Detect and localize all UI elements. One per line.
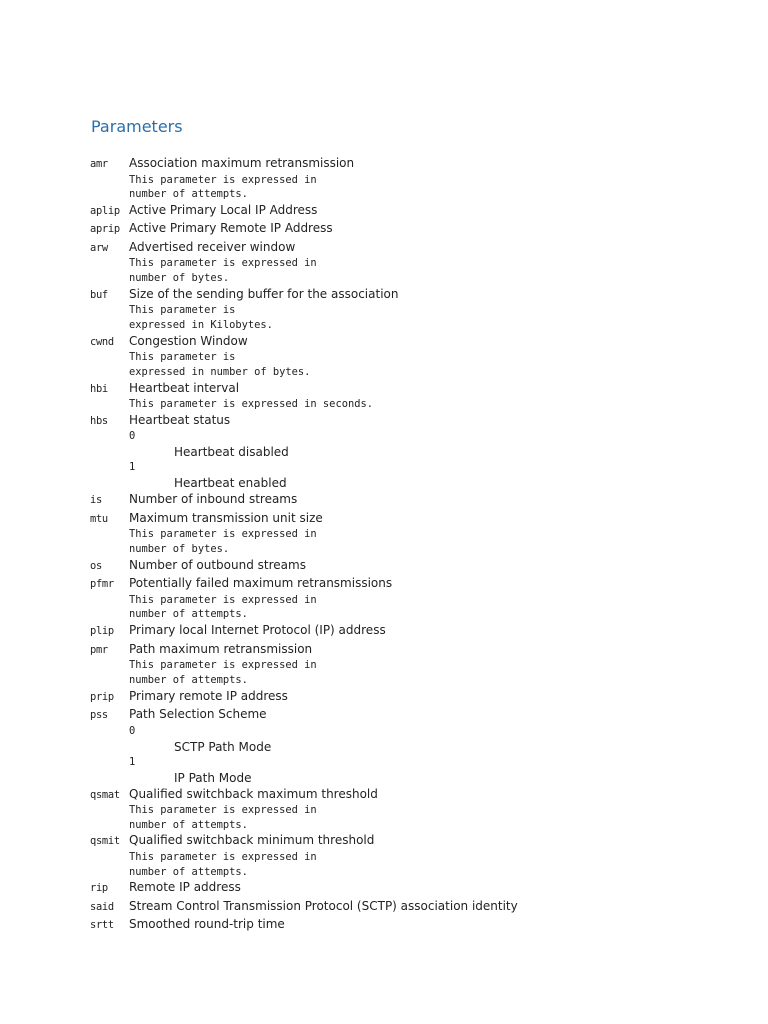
parameter-entry-os bbox=[90, 557, 750, 576]
value-code: 1 bbox=[129, 755, 136, 768]
parameter-entry-hbs bbox=[90, 412, 750, 492]
parameter-term: arw bbox=[90, 241, 108, 254]
parameter-definition bbox=[129, 220, 750, 238]
parameter-term: hbs bbox=[90, 414, 108, 427]
parameter-description: Path maximum retransmission bbox=[129, 641, 313, 656]
parameter-definition bbox=[129, 155, 750, 202]
parameter-note-line: expressed in Kilobytes. bbox=[129, 319, 273, 332]
parameter-note-line: number of attempts. bbox=[129, 673, 248, 686]
parameter-description: Qualified switchback maximum threshold bbox=[129, 786, 378, 801]
parameter-entry-cwnd bbox=[90, 333, 750, 380]
parameter-entry-pss bbox=[90, 706, 750, 786]
parameter-description: Active Primary Remote IP Address bbox=[129, 221, 333, 236]
parameter-definition bbox=[129, 575, 750, 622]
parameter-description: Heartbeat interval bbox=[129, 380, 240, 395]
parameter-description: Path Selection Scheme bbox=[129, 707, 267, 722]
parameter-entry-qsmit bbox=[90, 832, 750, 879]
parameter-entry-said bbox=[90, 898, 750, 917]
parameter-term: amr bbox=[90, 158, 108, 170]
parameter-description: Size of the sending buffer for the association bbox=[129, 286, 399, 301]
parameter-note-line: This parameter is expressed in bbox=[129, 528, 317, 541]
parameter-entry-prip bbox=[90, 688, 750, 707]
parameter-description: Potentially failed maximum retransmissions bbox=[129, 576, 393, 591]
parameter-entry-srtt bbox=[90, 916, 750, 935]
parameter-list bbox=[90, 155, 750, 935]
parameter-definition bbox=[129, 879, 750, 897]
parameter-term: said bbox=[90, 900, 114, 913]
parameter-entry-hbi bbox=[90, 380, 750, 412]
parameter-description: Stream Control Transmission Protocol (SCTP) association identity bbox=[129, 898, 518, 913]
parameter-definition bbox=[129, 380, 750, 412]
parameter-description: Number of outbound streams bbox=[129, 557, 306, 572]
parameter-term: mtu bbox=[90, 512, 108, 525]
parameter-entry-pmr bbox=[90, 641, 750, 688]
parameter-entry-buf bbox=[90, 286, 750, 333]
parameter-definition bbox=[129, 688, 750, 706]
parameter-definition bbox=[129, 491, 750, 509]
parameter-note-line: This parameter is expressed in seconds. bbox=[129, 398, 373, 411]
parameter-term: rip bbox=[90, 882, 108, 895]
parameter-note-line: This parameter is expressed in bbox=[129, 593, 317, 606]
parameter-entry-amr bbox=[90, 155, 750, 202]
parameter-note-line: number of bytes. bbox=[129, 543, 230, 556]
parameter-entry-is bbox=[90, 491, 750, 510]
value-code: 0 bbox=[129, 430, 136, 443]
parameter-term: hbi bbox=[90, 382, 108, 395]
parameter-description: Heartbeat status bbox=[129, 412, 231, 427]
value-label: SCTP Path Mode bbox=[174, 739, 272, 754]
parameter-definition bbox=[129, 622, 750, 640]
parameter-note-line: This parameter is expressed in bbox=[129, 850, 317, 863]
parameter-definition bbox=[129, 706, 750, 786]
parameter-definition bbox=[129, 286, 750, 333]
value-code: 1 bbox=[129, 461, 136, 474]
parameter-definition bbox=[129, 916, 750, 934]
parameter-note-line: This parameter is expressed in bbox=[129, 659, 317, 672]
parameter-definition bbox=[129, 510, 750, 557]
value-label: IP Path Mode bbox=[174, 770, 252, 785]
parameter-description: Primary remote IP address bbox=[129, 688, 288, 703]
parameter-entry-aplip bbox=[90, 202, 750, 221]
parameter-term: cwnd bbox=[90, 335, 114, 348]
page-title: Parameters bbox=[91, 117, 183, 136]
parameter-description: Remote IP address bbox=[129, 880, 241, 895]
parameter-note-line: This parameter is bbox=[129, 351, 236, 364]
parameter-note-line: number of attempts. bbox=[129, 608, 248, 621]
parameter-description: Advertised receiver window bbox=[129, 239, 296, 254]
parameter-definition bbox=[129, 412, 750, 492]
parameter-note-line: expressed in number of bytes. bbox=[129, 365, 311, 378]
parameter-note-line: number of attempts. bbox=[129, 818, 248, 831]
parameter-description: Congestion Window bbox=[129, 333, 248, 348]
parameter-note-line: number of attempts. bbox=[129, 188, 248, 201]
parameter-note-line: This parameter is expressed in bbox=[129, 173, 317, 186]
parameter-note-line: This parameter is expressed in bbox=[129, 804, 317, 817]
parameter-term: aprip bbox=[90, 223, 120, 236]
parameter-description: Primary local Internet Protocol (IP) address bbox=[129, 623, 386, 638]
parameter-term: aplip bbox=[90, 204, 120, 217]
parameter-entry-arw bbox=[90, 239, 750, 286]
parameter-note-line: This parameter is expressed in bbox=[129, 257, 317, 270]
parameter-definition bbox=[129, 202, 750, 220]
value-label: Heartbeat enabled bbox=[174, 476, 287, 491]
parameter-entry-aprip bbox=[90, 220, 750, 239]
parameter-definition bbox=[129, 557, 750, 575]
parameter-note-line: number of attempts. bbox=[129, 865, 248, 878]
parameter-note-line: This parameter is bbox=[129, 304, 236, 317]
parameter-definition bbox=[129, 832, 750, 879]
parameter-description: Number of inbound streams bbox=[129, 492, 298, 507]
value-code: 0 bbox=[129, 724, 136, 737]
parameter-description: Association maximum retransmission bbox=[129, 156, 355, 170]
parameter-term: pmr bbox=[90, 643, 108, 656]
parameter-description: Maximum transmission unit size bbox=[129, 510, 323, 525]
parameter-entry-rip bbox=[90, 879, 750, 898]
parameter-term: pfmr bbox=[90, 578, 114, 591]
parameter-term: os bbox=[90, 559, 102, 572]
parameter-definition bbox=[129, 898, 750, 916]
parameter-term: plip bbox=[90, 625, 114, 638]
parameter-definition bbox=[129, 786, 750, 833]
parameter-term: qsmat bbox=[90, 788, 120, 801]
parameter-description: Qualified switchback minimum threshold bbox=[129, 833, 375, 848]
parameter-term: is bbox=[90, 494, 102, 507]
parameter-definition bbox=[129, 333, 750, 380]
parameter-term: qsmit bbox=[90, 835, 120, 848]
value-label: Heartbeat disabled bbox=[174, 445, 289, 460]
parameter-entry-pfmr bbox=[90, 575, 750, 622]
parameter-term: buf bbox=[90, 288, 108, 301]
parameter-entry-plip bbox=[90, 622, 750, 641]
parameter-definition bbox=[129, 239, 750, 286]
parameter-entry-qsmat bbox=[90, 786, 750, 833]
parameter-term: srtt bbox=[90, 919, 114, 932]
parameter-description: Active Primary Local IP Address bbox=[129, 202, 318, 217]
parameter-term: pss bbox=[90, 709, 108, 722]
parameter-note-line: number of bytes. bbox=[129, 272, 230, 285]
parameter-term: prip bbox=[90, 690, 114, 703]
parameter-entry-mtu bbox=[90, 510, 750, 557]
parameter-definition bbox=[129, 641, 750, 688]
parameter-description: Smoothed round-trip time bbox=[129, 917, 285, 932]
